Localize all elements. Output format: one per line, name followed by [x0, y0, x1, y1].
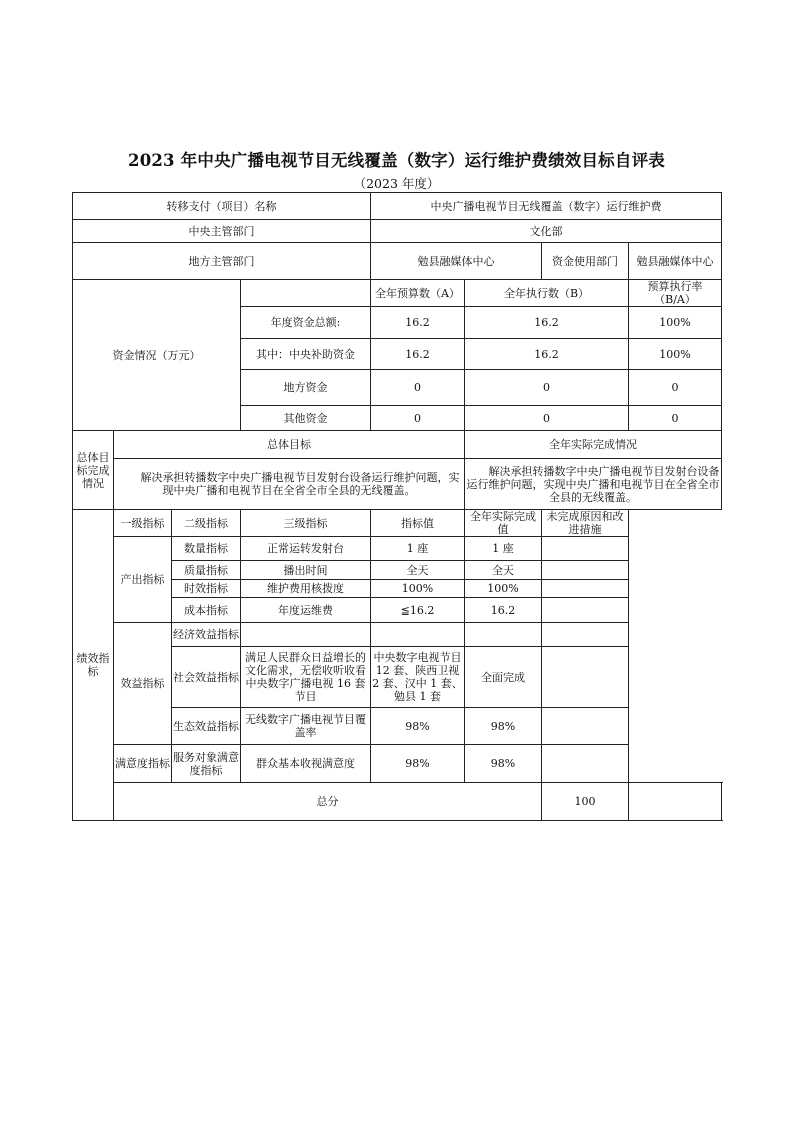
perf-row-level2: 服务对象满意度指标	[172, 745, 241, 783]
central-dept-value: 文化部	[371, 220, 722, 243]
perf-row-value: 1 座	[371, 537, 465, 561]
goals-section-label: 总体目标完成情况	[73, 431, 114, 510]
perf-header-actual: 全年实际完成值	[465, 510, 542, 537]
project-row	[73, 193, 722, 220]
funds-row-rate: 100%	[629, 307, 722, 339]
perf-row-value: 全天	[371, 561, 465, 580]
goals-actual-text: 解决承担转播数字中央广播电视节目发射台设备运行维护问题，实现中央广播和电视节目在全省全市全县的无线覆盖。	[465, 459, 722, 510]
page-subtitle: （2023 年度）	[353, 176, 440, 191]
goals-text-row	[73, 459, 722, 510]
funds-col-b: 全年执行数（B）	[465, 280, 629, 307]
user-dept-value: 勉县融媒体中心	[629, 243, 722, 280]
total-value: 100	[542, 783, 629, 821]
goals-overall-label: 总体目标	[114, 431, 465, 459]
perf-row-reason	[542, 708, 629, 745]
perf-row	[73, 623, 722, 647]
funds-col-rate: 预算执行率（B/A）	[629, 280, 722, 307]
perf-row-actual: 全面完成	[465, 647, 542, 708]
perf-row-actual: 100%	[465, 580, 542, 598]
funds-row-b: 16.2	[465, 339, 629, 370]
perf-row-level3: 满足人民群众日益增长的文化需求，无偿收听收看中央数字广播电视 16 套节目	[241, 647, 371, 708]
goals-actual-label: 全年实际完成情况	[465, 431, 722, 459]
perf-row-reason	[542, 561, 629, 580]
central-dept-row	[73, 220, 722, 243]
funds-header-blank	[241, 280, 371, 307]
perf-row-actual: 全天	[465, 561, 542, 580]
perf-header-reason: 未完成原因和改进措施	[542, 510, 629, 537]
perf-row-actual: 16.2	[465, 598, 542, 623]
perf-row-reason	[542, 580, 629, 598]
perf-row-value	[371, 623, 465, 647]
perf-header-level3: 三级指标	[241, 510, 371, 537]
perf-row	[73, 537, 722, 561]
local-dept-label: 地方主管部门	[73, 243, 371, 280]
evaluation-table	[72, 192, 722, 821]
funds-row-a: 16.2	[371, 307, 465, 339]
perf-section-label: 绩效指标	[73, 510, 114, 821]
perf-row-reason	[542, 623, 629, 647]
funds-section-label: 资金情况（万元）	[73, 280, 241, 431]
perf-row-level2: 经济效益指标	[172, 623, 241, 647]
project-label: 转移支付（项目）名称	[73, 193, 371, 220]
funds-row-label: 年度资金总额:	[241, 307, 371, 339]
perf-row-actual	[465, 623, 542, 647]
perf-row-value: ≦16.2	[371, 598, 465, 623]
goals-header-row	[73, 431, 722, 459]
perf-row-level3: 维护费用核拨度	[241, 580, 371, 598]
funds-row-a: 0	[371, 370, 465, 406]
perf-header-level1: 一级指标	[114, 510, 172, 537]
perf-row-actual: 98%	[465, 745, 542, 783]
perf-row-level3: 群众基本收视满意度	[241, 745, 371, 783]
perf-output-label: 产出指标	[114, 537, 172, 623]
central-dept-label: 中央主管部门	[73, 220, 371, 243]
funds-col-a: 全年预算数（A）	[371, 280, 465, 307]
perf-row-reason	[542, 647, 629, 708]
funds-header-row	[73, 280, 722, 307]
funds-row-a: 0	[371, 406, 465, 431]
perf-row	[73, 745, 722, 783]
perf-row-level2: 社会效益指标	[172, 647, 241, 708]
perf-row-level3: 播出时间	[241, 561, 371, 580]
perf-row-value: 中央数字电视节目 12 套、陕西卫视 2 套、汉中 1 套、勉县 1 套	[371, 647, 465, 708]
perf-header-value: 指标值	[371, 510, 465, 537]
perf-row-reason	[542, 745, 629, 783]
funds-row-rate: 0	[629, 406, 722, 431]
funds-row-label: 其他资金	[241, 406, 371, 431]
perf-header-row	[73, 510, 722, 537]
user-dept-label: 资金使用部门	[542, 243, 629, 280]
perf-satisfaction-label: 满意度指标	[114, 745, 172, 783]
funds-row-label: 地方资金	[241, 370, 371, 406]
project-value: 中央广播电视节目无线覆盖（数字）运行维护费	[371, 193, 722, 220]
perf-row-level3: 年度运维费	[241, 598, 371, 623]
funds-row-b: 0	[465, 370, 629, 406]
total-label: 总分	[114, 783, 542, 821]
perf-row-actual: 98%	[465, 708, 542, 745]
perf-row-value: 98%	[371, 745, 465, 783]
perf-row-level3: 无线数字广播电视节目覆盖率	[241, 708, 371, 745]
perf-row-level3: 正常运转发射台	[241, 537, 371, 561]
perf-row-actual: 1 座	[465, 537, 542, 561]
perf-row-level2: 数量指标	[172, 537, 241, 561]
perf-row-level3	[241, 623, 371, 647]
perf-row-reason	[542, 598, 629, 623]
total-reason	[629, 783, 722, 821]
page-title: 2023 年中央广播电视节目无线覆盖（数字）运行维护费绩效目标自评表	[128, 151, 665, 170]
perf-row-reason	[542, 537, 629, 561]
perf-row-value: 98%	[371, 708, 465, 745]
perf-row-level2: 时效指标	[172, 580, 241, 598]
funds-row-b: 0	[465, 406, 629, 431]
funds-row-label: 其中：中央补助资金	[241, 339, 371, 370]
perf-row-level2: 成本指标	[172, 598, 241, 623]
funds-row-b: 16.2	[465, 307, 629, 339]
perf-row-value: 100%	[371, 580, 465, 598]
funds-row-a: 16.2	[371, 339, 465, 370]
funds-row-rate: 0	[629, 370, 722, 406]
perf-header-level2: 二级指标	[172, 510, 241, 537]
local-dept-row	[73, 243, 722, 280]
perf-row-level2: 质量指标	[172, 561, 241, 580]
perf-benefit-label: 效益指标	[114, 623, 172, 745]
local-dept-value: 勉县融媒体中心	[371, 243, 542, 280]
total-row	[73, 783, 722, 821]
goals-overall-text: 解决承担转播数字中央广播电视节目发射台设备运行维护问题，实现中央广播和电视节目在全省全市全县的无线覆盖。	[114, 459, 465, 510]
perf-row-level2: 生态效益指标	[172, 708, 241, 745]
funds-row-rate: 100%	[629, 339, 722, 370]
